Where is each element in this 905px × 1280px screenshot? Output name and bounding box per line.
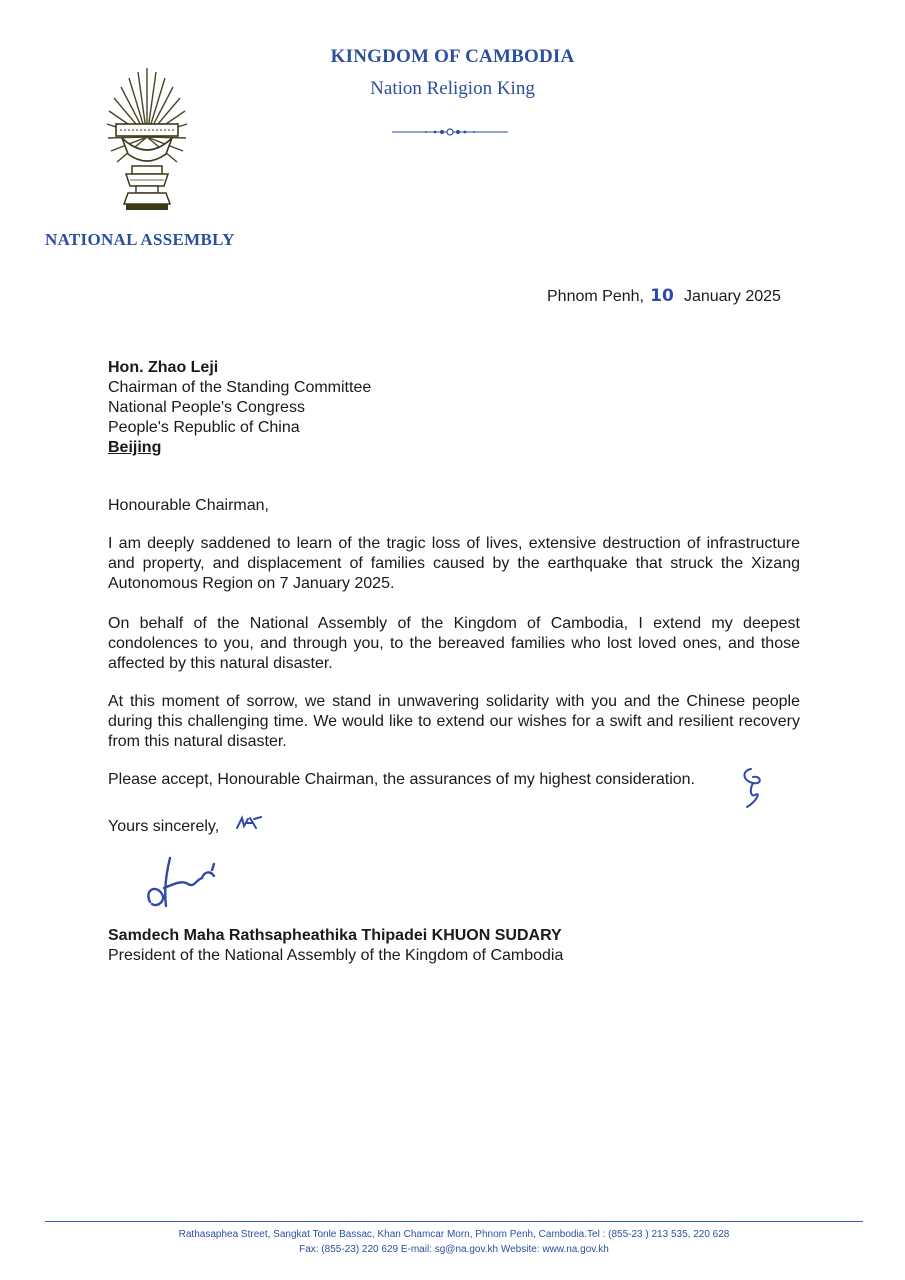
salutation: Honourable Chairman, xyxy=(108,497,269,514)
signature-scribble-icon xyxy=(140,850,230,912)
recipient-title: Chairman of the Standing Committee xyxy=(108,379,372,396)
date-month-year: January 2025 xyxy=(683,288,781,305)
recipient-country: People's Republic of China xyxy=(108,419,300,436)
recipient-name: Hon. Zhao Leji xyxy=(108,359,219,376)
footer-contact: Fax: (855-23) 220 629 E-mail: sg@na.gov.kh Website: www.na.gov.kh xyxy=(299,1244,609,1255)
ornament-divider xyxy=(390,125,510,139)
signer-title: President of the National Assembly of the Kingdom of Cambodia xyxy=(108,947,564,964)
date-line xyxy=(547,286,781,306)
country-name: KINGDOM OF CAMBODIA xyxy=(330,46,575,67)
national-assembly-emblem xyxy=(100,62,195,222)
closing: Yours sincerely, xyxy=(108,818,220,835)
paragraph-2: On behalf of the National Assembly of the Kingdom of Cambodia, I extend my deepest condolences to you, and through you, to the bereaved families who lost loved ones, and those affected by this natural disaster. xyxy=(108,615,800,672)
paragraph-3: At this moment of sorrow, we stand in unwavering solidarity with you and the Chinese people during this challenging time. We would like to extend our wishes for a swift and resilient recovery from this natural disaster. xyxy=(108,693,800,750)
ornament-flourish-icon xyxy=(390,125,510,139)
signature xyxy=(140,850,230,912)
date-day-handwritten: 10 xyxy=(650,286,674,306)
national-motto: Nation Religion King xyxy=(370,78,535,99)
handwritten-initial-mark xyxy=(733,765,769,811)
paragraph-4: Please accept, Honourable Chairman, the assurances of my highest consideration. xyxy=(108,771,695,788)
royal-crown-emblem-icon xyxy=(100,62,195,222)
institution-name: NATIONAL ASSEMBLY xyxy=(45,230,235,249)
recipient-city: Beijing xyxy=(108,439,162,456)
initials-scribble-icon xyxy=(234,814,264,832)
handwritten-flourish-icon xyxy=(733,765,769,811)
footer-address: Rathasaphea Street, Sangkat Tonle Bassac, Khan Chamcar Morn, Phnom Penh, Cambodia.Tel : (855-23 ) 213 535, 220 628 xyxy=(178,1229,730,1240)
paragraph-1: I am deeply saddened to learn of the tragic loss of lives, extensive destruction of infrastructure and property, and displacement of families caused by the earthquake that struck the Xizang Autonomous Region on 7 January 2025. xyxy=(108,535,800,592)
handwritten-initials xyxy=(234,814,264,832)
date-city: Phnom Penh, xyxy=(547,288,644,305)
recipient-body: National People's Congress xyxy=(108,399,305,416)
signer-name: Samdech Maha Rathsapheathika Thipadei KHUON SUDARY xyxy=(108,927,562,944)
footer-divider xyxy=(45,1221,863,1222)
